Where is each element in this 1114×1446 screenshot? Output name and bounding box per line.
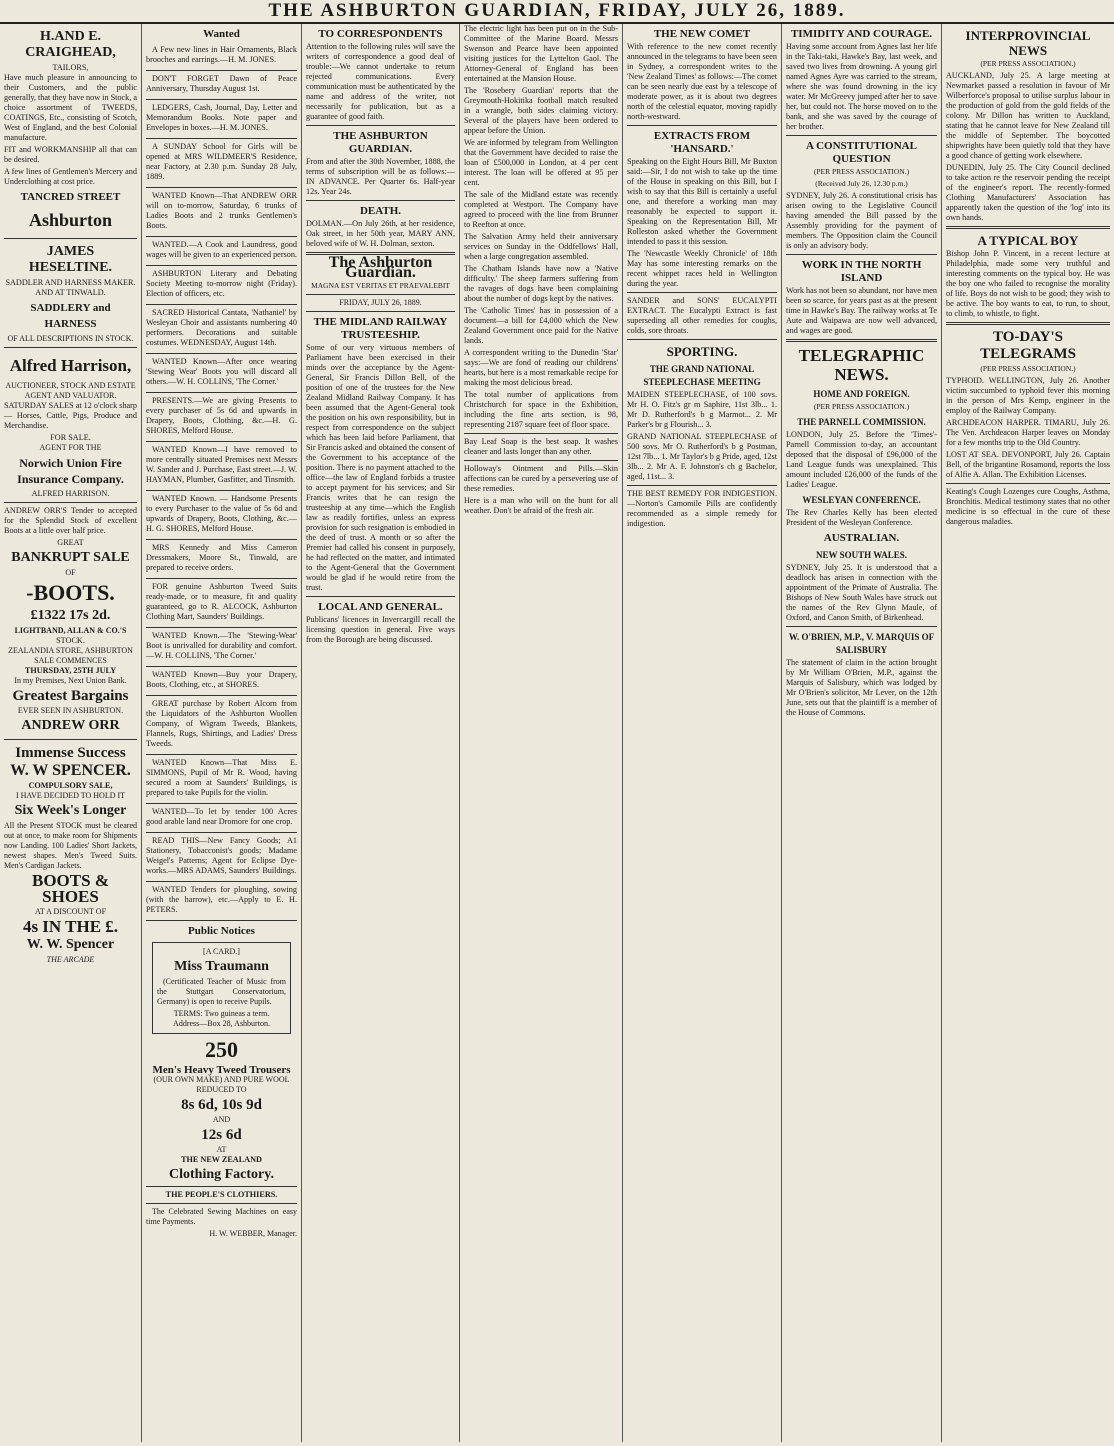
heseltine-name: JAMES HESELTINE. bbox=[28, 244, 113, 275]
trousers-ad bbox=[146, 1038, 297, 1239]
harrison-sign: ALFRED HARRISON. bbox=[31, 489, 110, 498]
interprovincial-auckland: AUCKLAND, July 25. A large meeting at Newmarket passed a resolution in favour of Mr Wilberforce's proposal to utilise surplus labour in the production of gold from the gold fields of the colony. Mr Dillon has written to Auckland, stating that he cannot leave for New Zealand till the middle of September. The boycotted shipwrights have been quietly told that they have a good chance of getting work elsewhere. bbox=[946, 71, 1110, 160]
own-make: (OUR OWN MAKE) AND PURE WOOL bbox=[153, 1075, 290, 1084]
interprovincial-dunedin: DUNEDIN, July 25. The City Council declined to take action re the reservoir pending the receipt of the engineer's report. The recently-formed Clothing Manufacturers' Association has apparently taken the question of the 'log' into its own hands. bbox=[946, 163, 1110, 222]
public-notices-heading: Public Notices bbox=[188, 925, 255, 937]
column-3 bbox=[302, 24, 460, 1442]
wanted-text-21: WANTED Tenders for ploughing, sowing (with the harrow), etc.—Apply to E. H. PETERS. bbox=[146, 885, 297, 914]
norwich-union: Norwich Union Fire Insurance Company. bbox=[17, 456, 124, 486]
constitutional-body: SYDNEY, July 26. A constitutional crisis has arisen owing to the Legislative Council having amended the Bill passed by the Assembly providing for the payment of members. The Opposition claim the Council is only an advisory body. bbox=[786, 191, 937, 250]
spencer-name: W. W SPENCER. bbox=[10, 762, 131, 779]
wanted-ad-14 bbox=[146, 579, 297, 628]
compulsory-sale: COMPULSORY SALE, bbox=[28, 781, 113, 790]
wanted-ad-20 bbox=[146, 833, 297, 882]
craighead-subtitle: TAILORS, bbox=[52, 63, 89, 72]
street-name: TANCRED STREET bbox=[20, 191, 121, 203]
wanted-ad-7 bbox=[146, 266, 297, 305]
sale-commences: SALE COMMENCES bbox=[34, 656, 107, 665]
telegraphic-sub: HOME AND FOREIGN. bbox=[813, 389, 910, 399]
column-4 bbox=[460, 24, 623, 1442]
card-name: Miss Traumann bbox=[174, 959, 269, 974]
peoples-clothiers: THE PEOPLE'S CLOTHIERS. bbox=[165, 1190, 278, 1199]
news-para-12: Here is a man who will on the hunt for all weather. Don't be afraid of the fresh air. bbox=[464, 496, 618, 515]
keating-ad: Keating's Cough Lozenges cure Coughs, Asthma, Bronchitis. Medical testimony states that no other medicine is so effectual in the cure of these dangerous maladies. bbox=[946, 487, 1110, 526]
column-7 bbox=[942, 24, 1114, 1442]
wanted-ad-13 bbox=[146, 540, 297, 579]
zealandia-store: ZEALANDIA STORE, ASHBURTON bbox=[8, 646, 133, 655]
wanted-text-5: WANTED Known—That ANDREW ORR will on to-morrow, Saturday, 6 trunks of Ladies Boots and 2 trunks Gentlemen's Boots. bbox=[146, 191, 297, 230]
steeplechase-grand: GRAND NATIONAL STEEPLECHASE of 500 sovs. Mr O. Rutherford's b g Postman, 12st 7lb... 1. Mr Taylor's b g Pride, aged, 12st 3lb... 2. Mr A. F. Johnston's ch g Bachelor, aged, 11st... 3. bbox=[627, 432, 777, 481]
news-para-6: The Chatham Islands have now a 'Native difficulty.' The sheep farmers suffering from the ravages of dogs have been complaining about the number of dogs kept by the natives. bbox=[464, 264, 618, 303]
guardian-motto: MAGNA EST VERITAS ET PRAEVALEBIT bbox=[311, 281, 450, 290]
news-para-3: We are informed by telegram from Wellington that the Government have decided to raise the loan of £500,000 in London, at 4 per cent interest. The loan will be offered at 95 per cent. bbox=[464, 138, 618, 187]
holloway-ad: Holloway's Ointment and Pills.—Skin affections can be cured by a persevering use of these remedies. bbox=[464, 464, 618, 493]
local-general-body: Publicans' licences in Invercargill recall the licensing question in general. Five ways from the Borough are being discussed. bbox=[306, 615, 455, 644]
typical-boy-body: Bishop John P. Vincent, in a recent lecture at Philadelphia, made some very truthful and interesting comments on the typical boy. He was the boy one who failed to recognise the morality of life. Boys do not wish to be good; they wish to be active. The boy wants to eat, to run, to shout, to climb, to whistle, to fight. bbox=[946, 249, 1110, 318]
timidity-body: Having some account from Agnes last her life in the Taki-taki, Hawke's Bay, last week, and saved two lives from drowning. A young girl named Agnes Ayre was carried to the stream, where she was found drowning in the icy water. Mr McGreevy jumped after her to save her, but could not. The horse moved on to the bank, and she was saved by the courage of her brother. bbox=[786, 42, 937, 131]
arcade: THE ARCADE bbox=[46, 955, 95, 964]
wanted-text-19: WANTED—To let by tender 100 Acres good arable land near Dromore for one crop. bbox=[146, 807, 297, 826]
wanted-text-12: WANTED Known. — Handsome Presents to every Purchaser to the value of 5s 6d and upwards of Drapery, Boots, Clothing, &c.—H. G. SHORES, Melford House. bbox=[146, 494, 297, 533]
news-para-8: A correspondent writing to the Dunedin 'Star' says:—We are fond of reading our childrens' hearts, but here is a most remarkable recipe for making the most delicious bread. bbox=[464, 348, 618, 387]
immense-success: Immense Success bbox=[15, 745, 126, 761]
wanted-text-1: A Few new lines in Hair Ornaments, Black brooches and earrings.—H. M. JONES. bbox=[146, 45, 297, 64]
guardian-masthead: The Ashburton Guardian. bbox=[328, 254, 433, 281]
death-heading: DEATH. bbox=[359, 205, 402, 217]
wanted-text-10: PRESENTS.—We are giving Presents to every purchaser of 5s 6d and upwards in Drapery, Boots, Clothing, &c.—H. G. SHORES, Melford House. bbox=[146, 396, 297, 435]
wanted-ad-19 bbox=[146, 804, 297, 833]
wanted-ad-5 bbox=[146, 188, 297, 237]
price-2: 12s 6d bbox=[201, 1127, 242, 1143]
decided: I HAVE DECIDED TO HOLD IT bbox=[15, 791, 126, 800]
steeplechase-heading: THE GRAND NATIONAL STEEPLECHASE MEETING bbox=[643, 364, 761, 387]
wanted-text-7: ASHBURTON Literary and Debating Society Meeting to-morrow night (Friday). Election of officers, etc. bbox=[146, 269, 297, 298]
column-1 bbox=[0, 24, 142, 1442]
bargains-list: All the Present STOCK must be cleared out at once, to make room for Shipments now Landing. 100 Ladies' Short Jackets, newest shapes. Men's Tweed Suits. Men's Cardigan Jackets. bbox=[4, 821, 137, 870]
card-label: [A CARD.] bbox=[203, 947, 240, 956]
heseltine-trade: SADDLER AND HARNESS MAKER. bbox=[5, 278, 136, 287]
wanted-text-20: READ THIS—New Fancy Goods; A1 Stationery, Tobacconist's goods; Madame Weigel's Patterns; Agent for Eclipse Dye-works.—MRS ADAMS, Saunders' Buildings. bbox=[146, 836, 297, 875]
guardian-date: FRIDAY, JULY 26, 1889. bbox=[339, 298, 422, 307]
work-heading: WORK IN THE NORTH ISLAND bbox=[801, 259, 922, 284]
at-label: AT bbox=[216, 1145, 227, 1154]
page-title: THE ASHBURTON GUARDIAN, FRIDAY, JULY 26, 1889. bbox=[268, 0, 846, 21]
wesleyan-heading: WESLEYAN CONFERENCE. bbox=[802, 495, 921, 505]
wanted-text-18: WANTED Known—That Miss E. SIMMONS, Pupil of Mr R. Wood, having secured a room at Saunders' Buildings, is prepared to take Pupils for the violin. bbox=[146, 758, 297, 797]
trousers-heading: Men's Heavy Tweed Trousers bbox=[152, 1064, 291, 1076]
wanted-text-15: WANTED Known.—The 'Stewing-Wear' Boot is unrivalled for durability and comfort.—W. H. COLLINS, 'The Corner.' bbox=[146, 631, 297, 660]
orr-tender: ANDREW ORR'S Tender to accepted for the Splendid Stock of excellent Boots at a little over half price. bbox=[4, 506, 137, 535]
whippet-para: The 'Newcastle Weekly Chronicle' of 18th May has some interesting remarks on the recent whippet races held in Wellington during the year. bbox=[627, 249, 777, 288]
parnell-body: LONDON, July 25. Before the 'Times'-Parnell Commission to-day, an accountant deposed that the disposal of £96,000 of the Land League funds was unexplained. This amount included £26,000 of the funds of the Ladies' League. bbox=[786, 430, 937, 489]
sale-date: THURSDAY, 25TH JULY bbox=[24, 666, 117, 675]
craighead-ad bbox=[4, 24, 137, 239]
traumann-card bbox=[152, 942, 291, 1034]
typical-boy-heading: A TYPICAL BOY bbox=[977, 233, 1079, 248]
wanted-ad-8 bbox=[146, 305, 297, 354]
wanted-text-3: LEDGERS, Cash, Journal, Day, Letter and Memorandum Books. Note paper and Envelopes in boxes.—H. M. JONES. bbox=[146, 103, 297, 132]
wanted-ad-2 bbox=[146, 71, 297, 100]
sander-ad: SANDER and SONS' EUCALYPTI EXTRACT. The Eucalypti Extract is fast superseding all other remedies for coughs, colds, sore throats. bbox=[627, 296, 777, 335]
guardian-subscription-heading: THE ASHBURTON GUARDIAN. bbox=[333, 130, 428, 155]
wanted-ad-21 bbox=[146, 882, 297, 921]
wanted-ad-3 bbox=[146, 100, 297, 139]
nsw-heading: NEW SOUTH WALES. bbox=[816, 550, 907, 560]
telegraphic-source: (PER PRESS ASSOCIATION.) bbox=[813, 402, 910, 411]
wanted-ad-9 bbox=[146, 354, 297, 393]
wanted-ad-18 bbox=[146, 755, 297, 804]
card-address: Address—Box 28, Ashburton. bbox=[173, 1019, 270, 1028]
bankrupt-amount: £1322 17s 2d. bbox=[30, 608, 111, 623]
craighead-body: Have much pleasure in announcing to their Customers, and the public generally, that they have now in Stock, a choice assortment of TWEEDS, COATINGS, Etc., consisting of Scotch, West of England, and the best Colonial manufacture. bbox=[4, 73, 137, 142]
harrison-ad bbox=[4, 348, 137, 503]
craighead-fit: FIT and WORKMANSHIP all that can be desired. bbox=[4, 145, 137, 164]
news-para-2: The 'Rosebery Guardian' reports that the Greymouth-Hokitika football match resulted in a wrangle, both sides claiming victory. Several of the players have been ordered to appear before the Union. bbox=[464, 86, 618, 135]
trousers-number: 250 bbox=[205, 1037, 238, 1062]
premises: In my Premises, Next Union Bank. bbox=[14, 676, 127, 685]
card-body: (Certificated Teacher of Music from the Stuttgart Conservatorium, Germany) is open to receive Pupils. bbox=[157, 977, 286, 1006]
wanted-ad-17 bbox=[146, 696, 297, 755]
typhoid-telegram: TYPHOID. WELLINGTON, July 26. Another victim succumbed to typhoid fever this morning in the person of Mrs Kemp, engineer in the employ of the Railway Company. bbox=[946, 376, 1110, 415]
death-notice: DOLMAN.—On July 26th, at her residence, Oak street, in her 50th year, MARY ANN, beloved wife of W. H. Dolman, sexton. bbox=[306, 219, 455, 248]
steeplechase-maiden: MAIDEN STEEPLECHASE, of 100 sovs. Mr H. O. Fitz's gr m Saphire, 11st 3lb... 1. Mr D. Rutherford's b g Marmot... 2. Mr Parker's br g Flourish... 3. bbox=[627, 390, 777, 429]
wanted-ad-10 bbox=[146, 393, 297, 442]
wanted-text-8: SACRED Historical Cantata, 'Nathaniel' by Wesleyan Choir and assistants numbering 40 performers. Decorations and suitable costumes. WEDNESDAY, August 14th. bbox=[146, 308, 297, 347]
hansard-body: Speaking on the Eight Hours Bill, Mr Buxton said:—Sir, I do not wish to take up the time of the House in speaking on this Bill, but I wish to say that this Bill is certainly a useful one, and therefore a working man may reasonably be expected to support it. Speaking on the Representation Bill, Mr Rolleston asked whether the Government intended to pass it this session. bbox=[627, 157, 777, 246]
town-name: Ashburton bbox=[28, 210, 113, 230]
masthead bbox=[0, 0, 1114, 24]
column-5 bbox=[623, 24, 782, 1442]
wanted-text-11: WANTED Known—I have removed to more centrally situated Premises next Messrs W. Sander and J. Purchase, East street.—J. W. HAYMAN, Plumber, Gasfitter, and Tinsmith. bbox=[146, 445, 297, 484]
bay-leaf-ad: Bay Leaf Soap is the best soap. It washes cleaner and lasts longer than any other. bbox=[464, 437, 618, 456]
ever-seen: EVER SEEN IN ASHBURTON. bbox=[17, 706, 124, 715]
todays-telegrams-heading: TO-DAY'S TELEGRAMS bbox=[980, 329, 1076, 362]
saddlery-sub: OF ALL DESCRIPTIONS IN STOCK. bbox=[7, 334, 134, 343]
wanted-text-16: WANTED Known—Buy your Drapery, Boots, Clothing, etc., at SHORES. bbox=[146, 670, 297, 689]
wanted-text-13: MRS Kennedy and Miss Cameron Dressmakers, Moore St., Tinwald, are prepared to receive orders. bbox=[146, 543, 297, 572]
news-para-4: The sale of the Midland estate was recently completed at Westport. The Company have agreed to proceed with the line from Brunner to Reefton at once. bbox=[464, 190, 618, 229]
wanted-heading: Wanted bbox=[203, 28, 240, 40]
interprovincial-heading: INTERPROVINCIAL NEWS bbox=[965, 28, 1091, 58]
six-weeks: Six Week's Longer bbox=[14, 803, 127, 818]
heseltine-loc: AND AT TINWALD. bbox=[35, 288, 106, 297]
price-1: 8s 6d, 10s 9d bbox=[181, 1097, 262, 1113]
andrew-orr: ANDREW ORR bbox=[21, 718, 120, 733]
todays-telegrams-source: (PER PRESS ASSOCIATION.) bbox=[980, 364, 1076, 373]
agent-for: AGENT FOR THE bbox=[39, 443, 102, 452]
craighead-title: H.AND E. CRAIGHEAD, bbox=[25, 29, 116, 60]
news-para-1: The electric light has been put on in the Sub-Committee of the Marine Board. Messrs Swenson and Pearce have been appointed visiting justices for the Lyttelton Gaol. The Attorney-General of England has been entertained at the Mansion House. bbox=[464, 24, 618, 83]
column-6 bbox=[782, 24, 942, 1442]
obrien-heading: W. O'BRIEN, M.P., V. MARQUIS OF SALISBURY bbox=[788, 632, 935, 655]
stock-label: STOCK. bbox=[56, 636, 85, 645]
wanted-text-6: WANTED.—A Cook and Laundress, good wages will be given to an experienced person. bbox=[146, 240, 297, 259]
boots-shoes: BOOTS & SHOES bbox=[32, 871, 109, 906]
new-zealand: THE NEW ZEALAND bbox=[181, 1155, 262, 1164]
bankrupt-ad bbox=[4, 503, 137, 740]
news-para-5: The Salvation Army held their anniversary services on Sunday in the Oddfellows' Hall, when a large congregation assembled. bbox=[464, 232, 618, 261]
news-para-7: The 'Catholic Times' has in possession of a document—a bill for £4,000 which the New Zealand Government once paid for the Native lands. bbox=[464, 306, 618, 345]
wanted-ad-1 bbox=[146, 42, 297, 71]
webber-manager: H. W. WEBBER, Manager. bbox=[209, 1229, 297, 1238]
constitutional-source: (PER PRESS ASSOCIATION.) bbox=[813, 167, 910, 176]
correspondents-body: Attention to the following rules will save the writers of correspondence a good deal of trouble:—We cannot undertake to return rejected communications. Every communication must be authenticated by the name and address of the writer, not necessarily for publication, but as a guarantee of good faith. bbox=[306, 42, 455, 121]
lightband: LIGHTBAND, ALLAN & CO.'S bbox=[14, 626, 127, 635]
and-label: AND bbox=[212, 1115, 231, 1124]
boots-heading: -BOOTS. bbox=[26, 580, 115, 605]
constitutional-heading: A CONSTITUTIONAL QUESTION bbox=[806, 140, 917, 165]
australian-heading: AUSTRALIAN. bbox=[823, 532, 900, 544]
telegraphic-heading: TELEGRAPHIC NEWS. bbox=[798, 346, 925, 384]
great-label: GREAT bbox=[57, 538, 84, 547]
wanted-text-17: GREAT purchase by Robert Alcorn from the Liquidators of the Ashburton Woollen Company, of Wigram Tweeds, Blankets, Flannels, Rugs, Shirtings, and Ladies' Dress Tweeds. bbox=[146, 699, 297, 748]
spencer-ad bbox=[4, 740, 137, 968]
greatest-bargains: Greatest Bargains bbox=[12, 688, 129, 704]
bankrupt-sale: BANKRUPT SALE bbox=[11, 550, 130, 565]
harrison-name: Alfred Harrison, bbox=[9, 356, 132, 375]
news-para-9: The total number of applications from Christchurch for space in the Exhibition, including the fine arts section, is 98, representing 2187 square feet of floor space. bbox=[464, 390, 618, 429]
wanted-text-4: A SUNDAY School for Girls will be opened at MRS WILDMEER'S Residence, near Factory, at 2.30 p.m. Sunday 28 July, 1889. bbox=[146, 142, 297, 181]
archdeacon-telegram: ARCHDEACON HARPER. TIMARU, July 26. The Ven. Archdeacon Harper leaves on Monday for a few months trip to the Old Country. bbox=[946, 418, 1110, 447]
hansard-heading: EXTRACTS FROM 'HANSARD.' bbox=[653, 130, 751, 155]
harrison-sale: SATURDAY SALES at 12 o'clock sharp — Horses, Cattle, Pigs, Produce and Merchandise. bbox=[4, 401, 137, 430]
new-comet-body: With reference to the new comet recently announced in the telegrams to have been seen in Sydney, a correspondent writes to the 'New Zealand Times' as follows:—The comet can be seen nearly due east by a telescope of moderate power, as it is about two degrees north of the celestial equator, moving rapidly north-westward. bbox=[627, 42, 777, 121]
wanted-text-2: DON'T FORGET Dawn of Peace Anniversary, Thursday August 1st. bbox=[146, 74, 297, 93]
norton-ad: THE BEST REMEDY FOR INDIGESTION.—Norton's Camomile Pills are confidently recommended as a simple remedy for indigestion. bbox=[627, 489, 777, 528]
heseltine-ad bbox=[4, 239, 137, 348]
article-title: THE MIDLAND RAILWAY TRUSTEESHIP. bbox=[313, 316, 448, 341]
wanted-ad-11 bbox=[146, 442, 297, 491]
of-label: OF bbox=[65, 568, 76, 577]
spencer-name-2: W. W. Spencer bbox=[26, 937, 115, 952]
singer-machines: The Celebrated Sewing Machines on easy time Payments. bbox=[146, 1207, 297, 1226]
parnell-heading: THE PARNELL COMMISSION. bbox=[797, 417, 926, 427]
column-2 bbox=[142, 24, 302, 1442]
saddlery-heading: SADDLERY and HARNESS bbox=[30, 302, 111, 330]
article-body: Some of our very virtuous members of Parliament have been exercised in their minds over the acceptance by the Agent-General, Sir Francis Dillon Bell, of the position of one of the trustees for the New Zealand Midland Railway Company. It has been assumed that the Agent-General took the position on his own responsibility, but in respect from correspondence on the subject which has been laid before Parliament, that Sir Francis asked and obtained the consent of the Government to his acceptance of the position. There is no payment attached to the office—the law of England forbids a trustee to accept payment for his services; and Sir Francis writes that he can resign the trusteeship at any time—which the English law as readily fortifies, unless an express provision for such resignation is embodied in the deed of trust. A month or so after the Premier had called his consent in purposely, he had reflected on the matter, and intimated to the Agent-General that the Government would be glad if he would retire from the trust. bbox=[306, 343, 455, 592]
craighead-gent: A few lines of Gentlemen's Mercery and Underclothing at cost price. bbox=[4, 167, 137, 186]
card-terms: TERMS: Two guineas a term. bbox=[173, 1009, 270, 1018]
work-body: Work has not been so abundant, nor have men been so scarce, for years past as at the present time in Hawke's Bay. The railway works at Te Aute and Waipawa are now well advanced, and wages are good. bbox=[786, 286, 937, 335]
new-comet-heading: THE NEW COMET bbox=[653, 28, 751, 40]
wanted-ad-16 bbox=[146, 667, 297, 696]
sporting-heading: SPORTING. bbox=[666, 344, 738, 359]
discount-label: AT A DISCOUNT OF bbox=[34, 907, 107, 916]
four-shillings: 4s IN THE £. bbox=[22, 917, 119, 936]
clothing-factory: Clothing Factory. bbox=[169, 1167, 274, 1182]
wanted-ad-6 bbox=[146, 237, 297, 266]
lost-at-sea-telegram: LOST AT SEA. DEVONPORT, July 26. Captain Bell, of the brigantine Rosamond, reports the loss of Alfie A. Allan. The Exhibition Licenses. bbox=[946, 450, 1110, 479]
nsw-body: SYDNEY, July 25. It is understood that a deadlock has arisen in connection with the appointment of the Primate of Australia. The Bishops of New South Wales have struck out the names of the Rev Glynn Maule, of Oxford, and Canon Smith, of Birkenhead. bbox=[786, 563, 937, 622]
harrison-trade: AUCTIONEER, STOCK AND ESTATE AGENT AND VALUATOR. bbox=[5, 381, 136, 400]
reduced-to: REDUCED TO bbox=[196, 1085, 247, 1094]
timidity-heading: TIMIDITY AND COURAGE. bbox=[790, 28, 933, 40]
wanted-text-14: FOR genuine Ashburton Tweed Suits ready-made, or to measure, fit and quality guaranteed, go to R. ALCOCK, Ashburton Clothing Mart, Saunders' Buildings. bbox=[146, 582, 297, 621]
harrison-for-sale: FOR SALE. bbox=[50, 433, 91, 442]
wesleyan-body: The Rev Charles Kelly has been elected President of the Wesleyan Conference. bbox=[786, 508, 937, 527]
guardian-subscription-body: From and after the 30th November, 1888, the terms of subscription will be as follows:— IN ADVANCE. Per Quarter 6s. Half-year 12s. Year 24s. bbox=[306, 157, 455, 196]
wanted-ad-4 bbox=[146, 139, 297, 188]
interprovincial-source: (PER PRESS ASSOCIATION.) bbox=[980, 59, 1076, 68]
wanted-ad-15 bbox=[146, 628, 297, 667]
local-general-heading: LOCAL AND GENERAL. bbox=[318, 601, 443, 613]
constitutional-date: (Received July 26, 12.30 p.m.) bbox=[815, 179, 908, 188]
correspondents-heading: TO CORRESPONDENTS bbox=[318, 28, 443, 40]
wanted-text-9: WANTED Known—After once wearing 'Stewing Wear' Boots you will discard all others.—W. H. COLLINS, 'The Corner.' bbox=[146, 357, 297, 386]
obrien-body: The statement of claim in the action brought by Mr William O'Brien, M.P., against the Marquis of Salisbury, which was lodged by Mr O'Brien's solicitor, Mr Lever, on the 12th June, sets out that the plaintiff is a member of the House of Commons. bbox=[786, 658, 937, 717]
wanted-ad-12 bbox=[146, 491, 297, 540]
